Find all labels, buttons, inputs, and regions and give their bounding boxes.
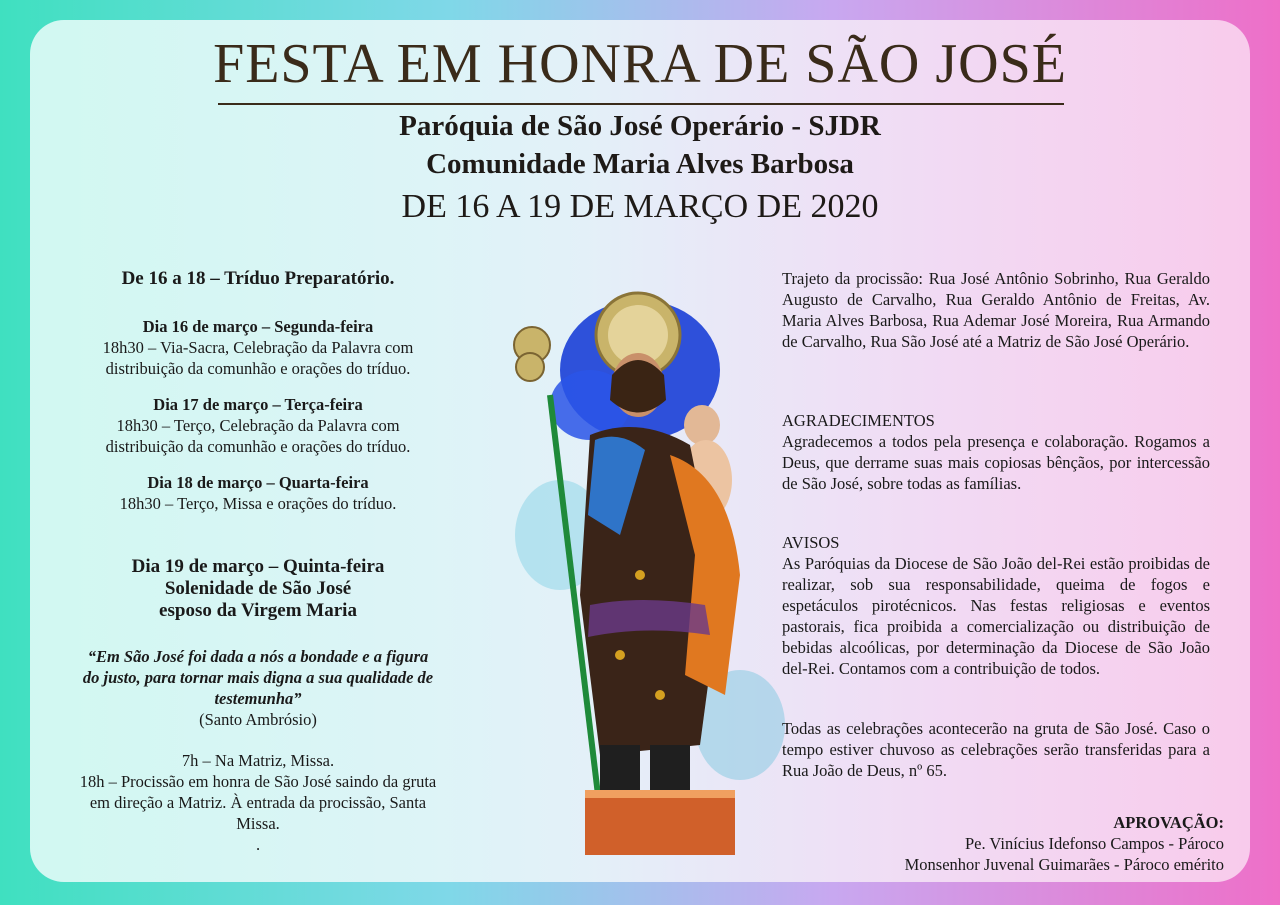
trailing-dot: . — [255, 835, 261, 854]
day18-block — [78, 472, 438, 514]
day18-text: 18h30 – Terço, Missa e orações do tríduo. — [119, 494, 397, 513]
community-name: Comunidade Maria Alves Barbosa — [426, 148, 854, 180]
mass-time: 7h – Na Matriz, Missa. — [181, 751, 335, 770]
day17-text: 18h30 – Terço, Celebração da Palavra com distribuição da comunhão e orações do tríduo. — [105, 416, 411, 456]
day18-heading: Dia 18 de março – Quarta-feira — [147, 473, 369, 492]
procession-time: 18h – Procissão em honra de São José saindo da gruta em direção a Matriz. À entrada da procissão, Santa Missa. — [79, 772, 437, 833]
triduo-title: De 16 a 18 – Tríduo Preparatório. — [121, 268, 395, 289]
notices-text: As Paróquias da Diocese de São João del-Rei estão proibidas de realizar, sob sua responsabilidade, queima de fogos e espetáculos pirotécnicos. Nas festas religiosas e eventos pastorais, fica proibida a comercialização ou distribuição de bebidas alcoólicas, por determinação da Diocese de São João del-Rei. Contamos com a contribuição de todos. — [782, 554, 1210, 678]
day16-heading: Dia 16 de março – Segunda-feira — [142, 317, 374, 336]
day16-block — [78, 316, 438, 379]
thanks-text: Agradecemos a todos pela presença e colaboração. Rogamos a Deus, que derrame suas mais copiosas bênçãos, por intercessão de São José, sobre todas as famílias. — [782, 432, 1210, 493]
thanks-heading: AGRADECIMENTOS — [782, 411, 935, 430]
title-underline — [218, 103, 1064, 105]
celebrations-notice: Todas as celebrações acontecerão na gruta de São José. Caso o tempo estiver chuvoso as celebrações serão transferidas para a Rua João de Deus, nº 65. — [782, 719, 1210, 780]
day17-heading: Dia 17 de março – Terça-feira — [153, 395, 363, 414]
procession-route: Trajeto da procissão: Rua José Antônio Sobrinho, Rua Geraldo Augusto de Carvalho, Rua Geraldo Antônio de Freitas, Av. Maria Alves Barbosa, Rua Ademar José Moreira, Rua Armando de Carvalho, Rua São José até a Matriz de São José Operário. — [782, 269, 1210, 351]
event-dates: DE 16 A 19 DE MARÇO DE 2020 — [401, 188, 879, 225]
ambrose-quote: “Em São José foi dada a nós a bondade e a figura do justo, para tornar mais digna a sua qualidade de testemunha” — [82, 647, 434, 708]
day16-text: 18h30 – Via-Sacra, Celebração da Palavra com distribuição da comunhão e orações do tríduo. — [102, 338, 414, 378]
notices-heading: AVISOS — [782, 533, 840, 552]
saint-joseph-statue-image — [470, 275, 790, 865]
day19-block — [78, 556, 438, 855]
approval-block — [905, 812, 1224, 875]
approval-heading: APROVAÇÃO: — [1113, 813, 1224, 832]
approval-pastor: Pe. Vinícius Idefonso Campos - Pároco — [964, 834, 1224, 853]
day19-line1: Dia 19 de março – Quinta-feira — [131, 556, 385, 577]
day17-block — [78, 394, 438, 457]
day19-line2: Solenidade de São José — [164, 578, 352, 599]
poster-title: FESTA EM HONRA DE SÃO JOSÉ — [213, 33, 1067, 95]
approval-emeritus: Monsenhor Juvenal Guimarães - Pároco emérito — [904, 855, 1224, 874]
parish-name: Paróquia de São José Operário - SJDR — [399, 110, 881, 142]
day19-line3: esposo da Virgem Maria — [159, 600, 357, 621]
quote-author: (Santo Ambrósio) — [199, 710, 317, 729]
